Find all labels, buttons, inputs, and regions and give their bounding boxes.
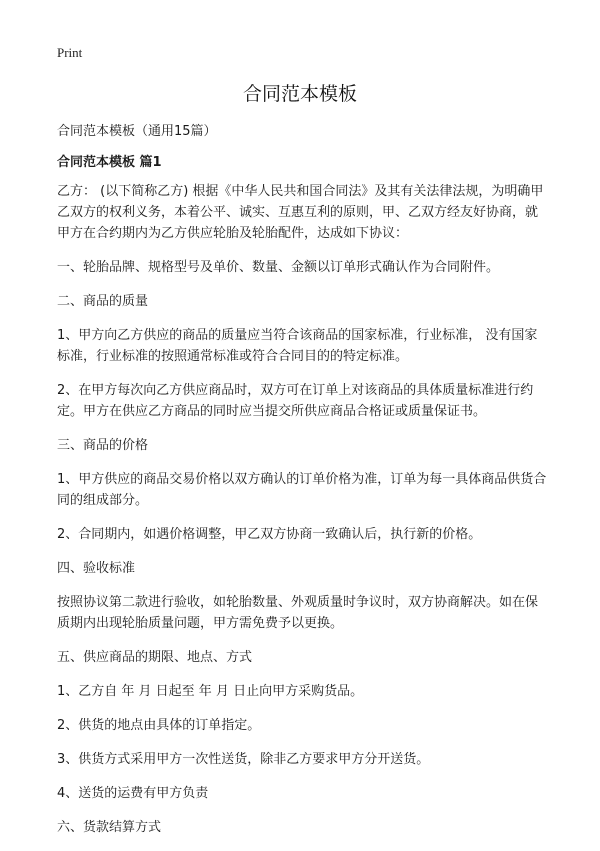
- document-body: [57, 181, 548, 851]
- paragraph-clause-1: 一、轮胎品牌、规格型号及单价、数量、金额以订单形式确认作为合同附件。: [57, 260, 500, 275]
- heading-supply: 五、供应商品的期限、地点、方式: [57, 650, 253, 665]
- print-link[interactable]: Print: [57, 45, 83, 60]
- heading-quality: 二、商品的质量: [57, 294, 149, 309]
- heading-price: 三、商品的价格: [57, 438, 149, 453]
- paragraph-quality-1: 1、甲方向乙方供应的商品的质量应当符合该商品的国家标准，行业标准， 没有国家标准，行业标准的按照通常标准或符合合同目的的特定标准。: [57, 328, 538, 364]
- paragraph-price-2: 2、合同期内，如遇价格调整，甲乙双方协商一致确认后，执行新的价格。: [57, 527, 482, 542]
- page-title: 合同范本模板: [242, 83, 357, 105]
- paragraph-intro: 乙方： (以下简称乙方) 根据《中华人民共和国合同法》及其有关法律法规，为明确甲乙双方的权利义务，本着公平、诚实、互惠互利的原则，甲、乙双方经友好协商，就甲方在合约期内为乙方供应轮胎及轮胎配件，达成如下协议：: [57, 184, 544, 241]
- paragraph-supply-2: 2、供货的地点由具体的订单指定。: [57, 718, 261, 733]
- paragraph-supply-4: 4、送货的运费有甲方负责: [57, 786, 209, 801]
- heading-payment: 六、货款结算方式: [57, 820, 162, 835]
- paragraph-price-1: 1、甲方供应的商品交易价格以双方确认的订单价格为准，订单为每一具体商品供货合同的组成部分。: [57, 472, 547, 508]
- paragraph-supply-1: 1、乙方自 年 月 日起至 年 月 日止向甲方采购货品。: [57, 684, 364, 699]
- paragraph-supply-3: 3、供货方式采用甲方一次性送货，除非乙方要求甲方分开送货。: [57, 752, 430, 767]
- heading-acceptance: 四、验收标准: [57, 561, 136, 576]
- paragraph-acceptance: 按照协议第二款进行验收，如轮胎数量、外观质量时争议时，双方协商解决。如在保质期内出现轮胎质量问题，甲方需免费予以更换。: [57, 595, 539, 631]
- paragraph-quality-2: 2、在甲方每次向乙方供应商品时，双方可在订单上对该商品的具体质量标准进行约定。甲方在供应乙方商品的同时应当提交所供应商品合格证或质量保证书。: [57, 383, 534, 419]
- section-heading: 合同范本模板 篇1: [57, 155, 162, 170]
- document-subtitle: 合同范本模板（通用15篇）: [57, 124, 217, 139]
